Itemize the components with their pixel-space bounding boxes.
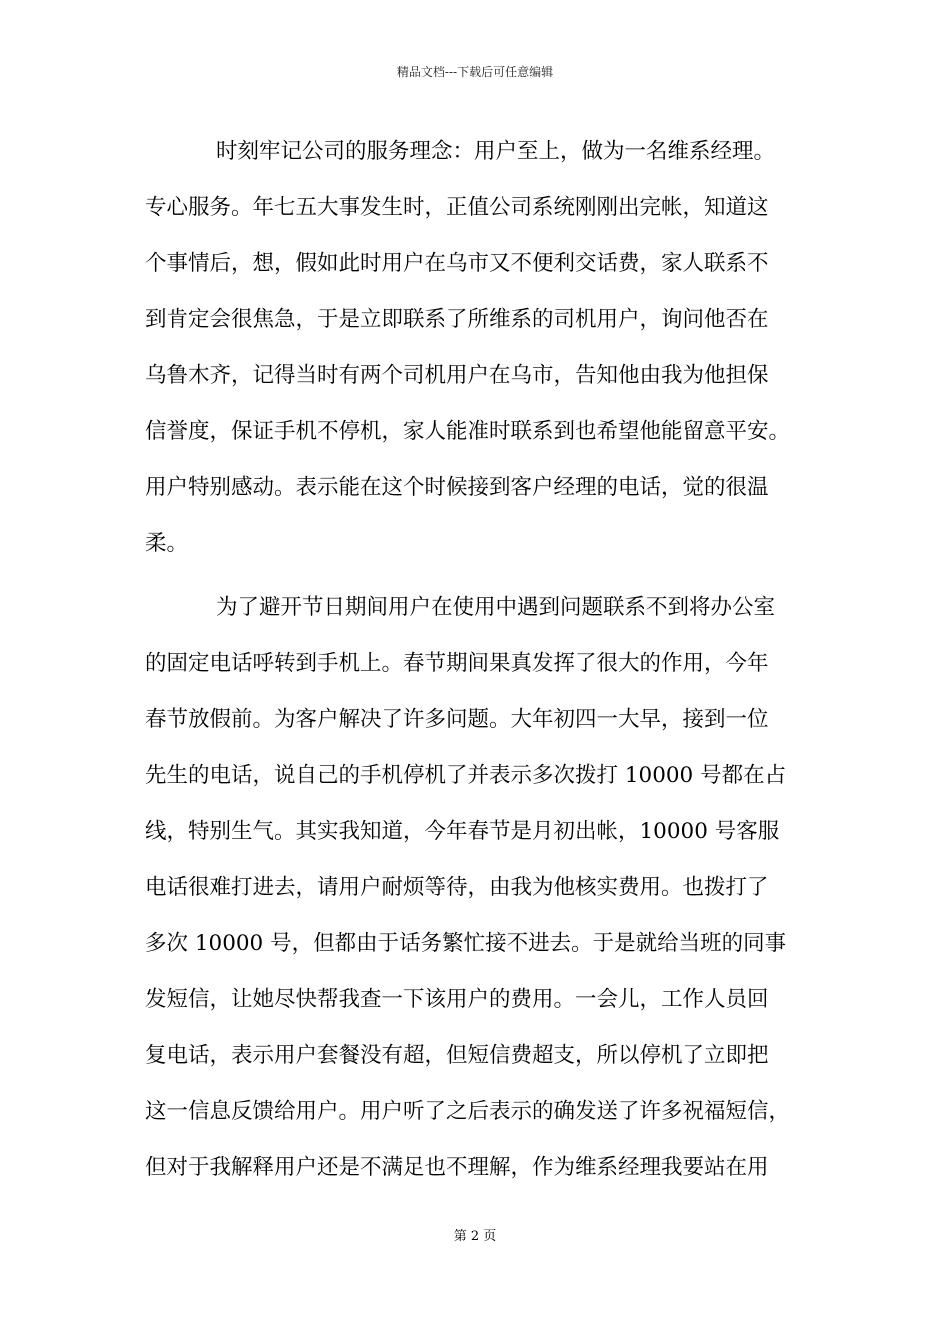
body-text — [145, 130, 810, 1202]
text-line: 用户特别感动。表示能在这个时候接到客户经理的电话，觉的很温 — [145, 475, 769, 500]
text-line: 这一信息反馈给用户。用户听了之后表示的确发送了许多祝福短信， — [145, 1099, 791, 1124]
page-number: 第 2 页 — [453, 1229, 497, 1244]
text-line: 柔。 — [145, 531, 189, 556]
page-header: 精品文档---下载后可任意编辑 — [396, 65, 554, 79]
paragraph-1 — [145, 130, 810, 578]
text-line: 乌鲁木齐，记得当时有两个司机用户在乌市，告知他由我为他担保 — [145, 363, 769, 388]
text-line: 的固定电话呼转到手机上。春节期间果真发挥了很大的作用，今年 — [145, 651, 769, 676]
text-line: 时刻牢记公司的服务理念：用户至上，做为一名维系经理。 — [216, 139, 776, 164]
text-line: 多次 10000 号，但都由于话务繁忙接不进去。于是就给当班的同事 — [145, 931, 787, 956]
text-line: 信誉度，保证手机不停机，家人能准时联系到也希望他能留意平安。 — [145, 419, 791, 444]
text-line: 发短信，让她尽快帮我查一下该用户的费用。一会儿，工作人员回 — [145, 987, 769, 1012]
text-line: 个事情后，想，假如此时用户在乌市又不便利交话费，家人联系不 — [145, 251, 769, 276]
text-line: 专心服务。年七五大事发生时，正值公司系统刚刚出完帐，知道这 — [145, 195, 769, 220]
text-line: 到肯定会很焦急，于是立即联系了所维系的司机用户，询问他否在 — [145, 307, 769, 332]
text-line: 但对于我解释用户还是不满足也不理解，作为维系经理我要站在用 — [145, 1155, 769, 1180]
text-line: 线，特别生气。其实我知道，今年春节是月初出帐，10000 号客服 — [145, 819, 780, 844]
text-line: 复电话，表示用户套餐没有超，但短信费超支，所以停机了立即把 — [145, 1043, 769, 1068]
text-line: 先生的电话，说自己的手机停机了并表示多次拨打 10000 号都在占 — [145, 763, 787, 788]
text-line: 为了避开节日期间用户在使用中遇到问题联系不到将办公室 — [216, 595, 776, 620]
text-line: 电话很难打进去，请用户耐烦等待，由我为他核实费用。也拨打了 — [145, 875, 769, 900]
text-line: 春节放假前。为客户解决了许多问题。大年初四一大早，接到一位 — [145, 707, 769, 732]
paragraph-2 — [145, 586, 810, 1202]
